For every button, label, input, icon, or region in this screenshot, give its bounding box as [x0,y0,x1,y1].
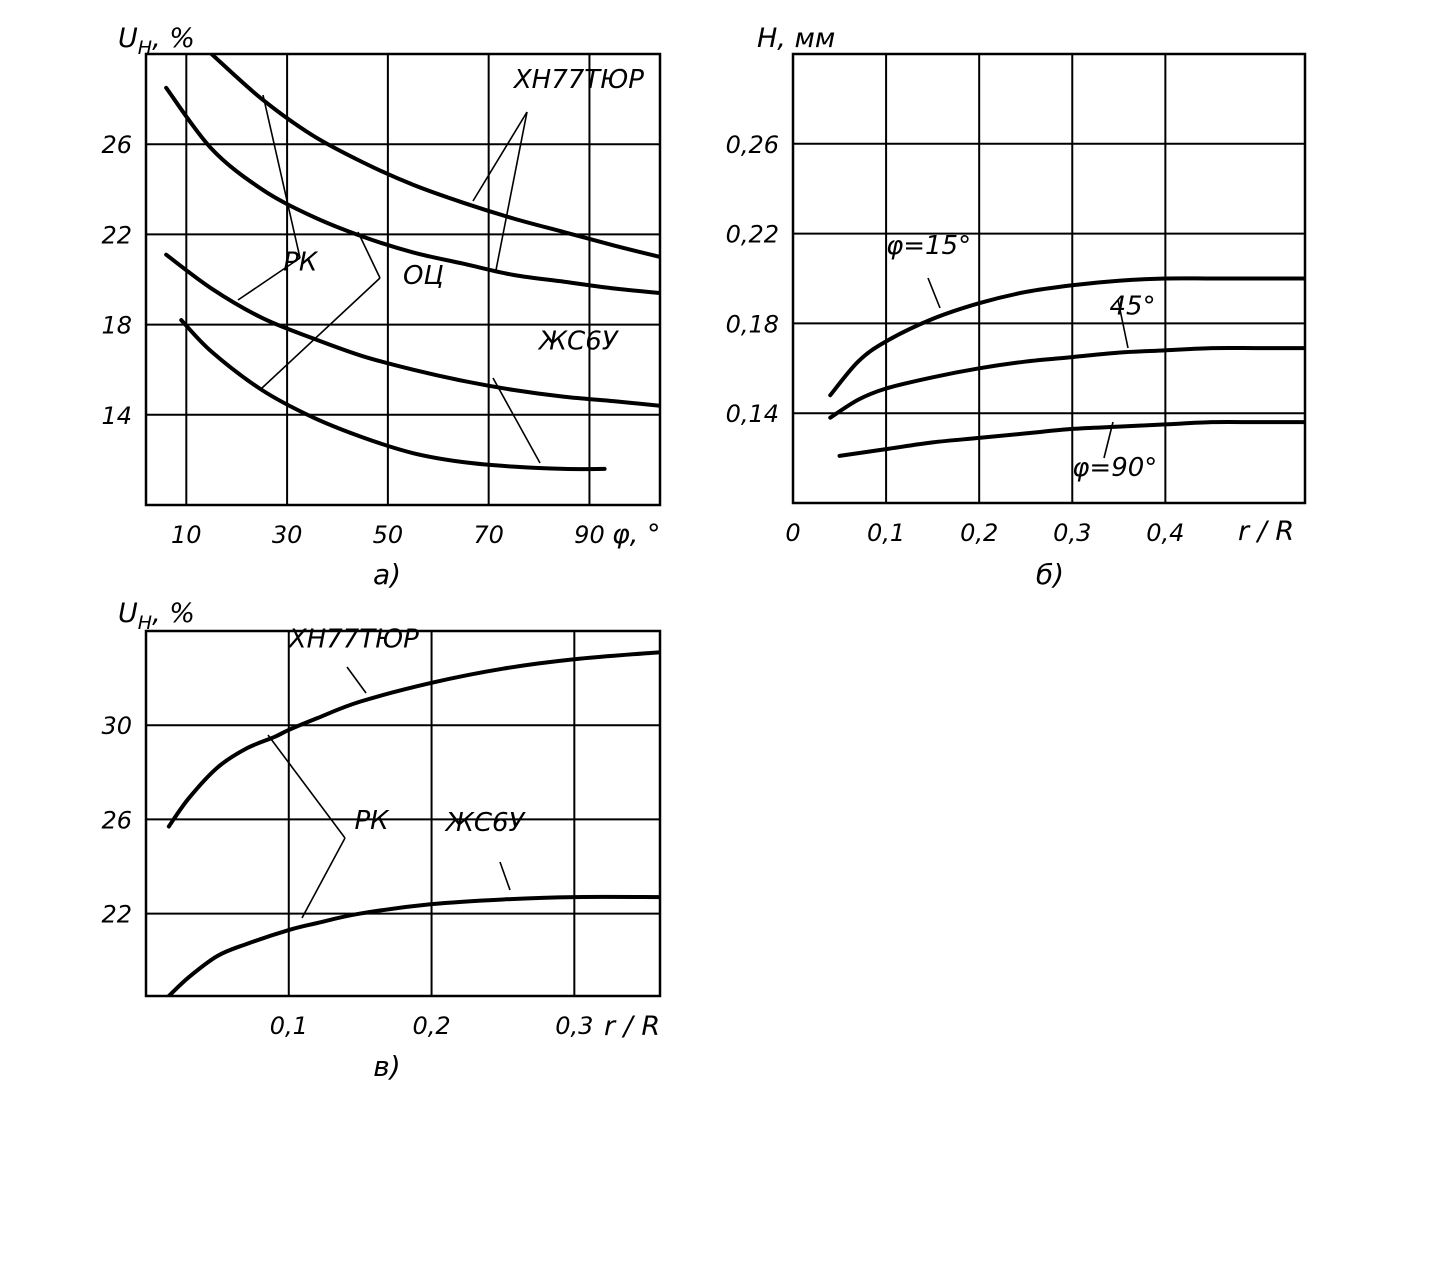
x-tick-label: 0,1 [269,1012,308,1040]
curve-annotation: φ=90° [1072,453,1158,484]
curve-annotation: ОЦ [403,261,444,292]
leader-line [262,278,380,388]
chart-panel-v [101,598,660,1083]
y-tick-label: 0,14 [725,400,779,429]
y-tick-label: 0,26 [725,130,779,159]
series-line-2 [169,897,660,996]
y-tick-label: 0,18 [725,310,779,339]
y-axis-label [118,23,195,59]
series-line-1 [169,652,660,826]
x-axis-label: r / R [1238,516,1295,547]
leader-line [268,735,345,838]
curve-annotation: ХН77ТЮР [288,624,419,655]
x-tick-label: 0,2 [412,1012,451,1040]
panel-caption: а) [372,558,402,591]
curve-annotation: 45° [1109,291,1156,322]
chart-panel-a [101,23,660,591]
leader-line [928,278,940,308]
y-axis-symbol: U [118,23,138,54]
y-tick-label: 26 [101,131,132,160]
leader-line [347,667,366,693]
leader-line [302,838,345,918]
y-axis-subscript: H [137,612,153,634]
x-axis-label: r / R [604,1011,661,1042]
y-axis-subscript: H [137,37,153,59]
y-tick-label: 30 [101,712,132,741]
x-tick-label: 90 [574,521,605,549]
y-axis-label [118,598,195,634]
leader-line [238,258,300,300]
x-tick-label: 30 [271,521,303,549]
plot-frame [146,631,660,996]
y-tick-label: 18 [101,311,132,340]
y-tick-label: 22 [101,221,132,250]
curve-annotation: ХН77ТЮР [513,64,644,95]
series-line-2 [830,348,1305,418]
curve-annotation: РК [283,247,318,278]
y-tick-label: 14 [101,401,132,430]
y-axis-symbol: U [118,598,138,629]
x-tick-label: 10 [171,521,202,549]
x-tick-label: 0,3 [1053,519,1092,547]
y-axis-label: H, мм [757,23,836,54]
series-line-1 [830,278,1305,395]
x-tick-label: 0,3 [555,1012,594,1040]
y-axis-unit: , % [152,598,195,629]
x-tick-label: 0,4 [1146,519,1185,547]
leader-line [500,862,510,890]
x-tick-label: 0 [785,519,801,547]
x-tick-label: 0,1 [867,519,906,547]
curve-annotation: РК [354,805,389,836]
x-tick-label: 0,2 [960,519,999,547]
y-axis-unit: , % [152,23,195,54]
x-tick-label: 70 [473,521,504,549]
panel-caption: б) [1035,558,1065,591]
x-axis-label: φ, ° [612,519,661,550]
curve-annotation: ЖС6У [539,326,618,357]
panel-caption: в) [373,1050,401,1083]
curve-annotation: φ=15° [886,230,972,261]
chart-panel-b [726,23,1305,591]
x-tick-label: 50 [372,521,404,549]
y-tick-label: 26 [101,806,132,835]
curve-annotation: ЖС6У [445,808,525,839]
y-tick-label: 0,22 [725,220,779,249]
leader-line [496,112,527,270]
y-tick-label: 22 [101,900,132,929]
